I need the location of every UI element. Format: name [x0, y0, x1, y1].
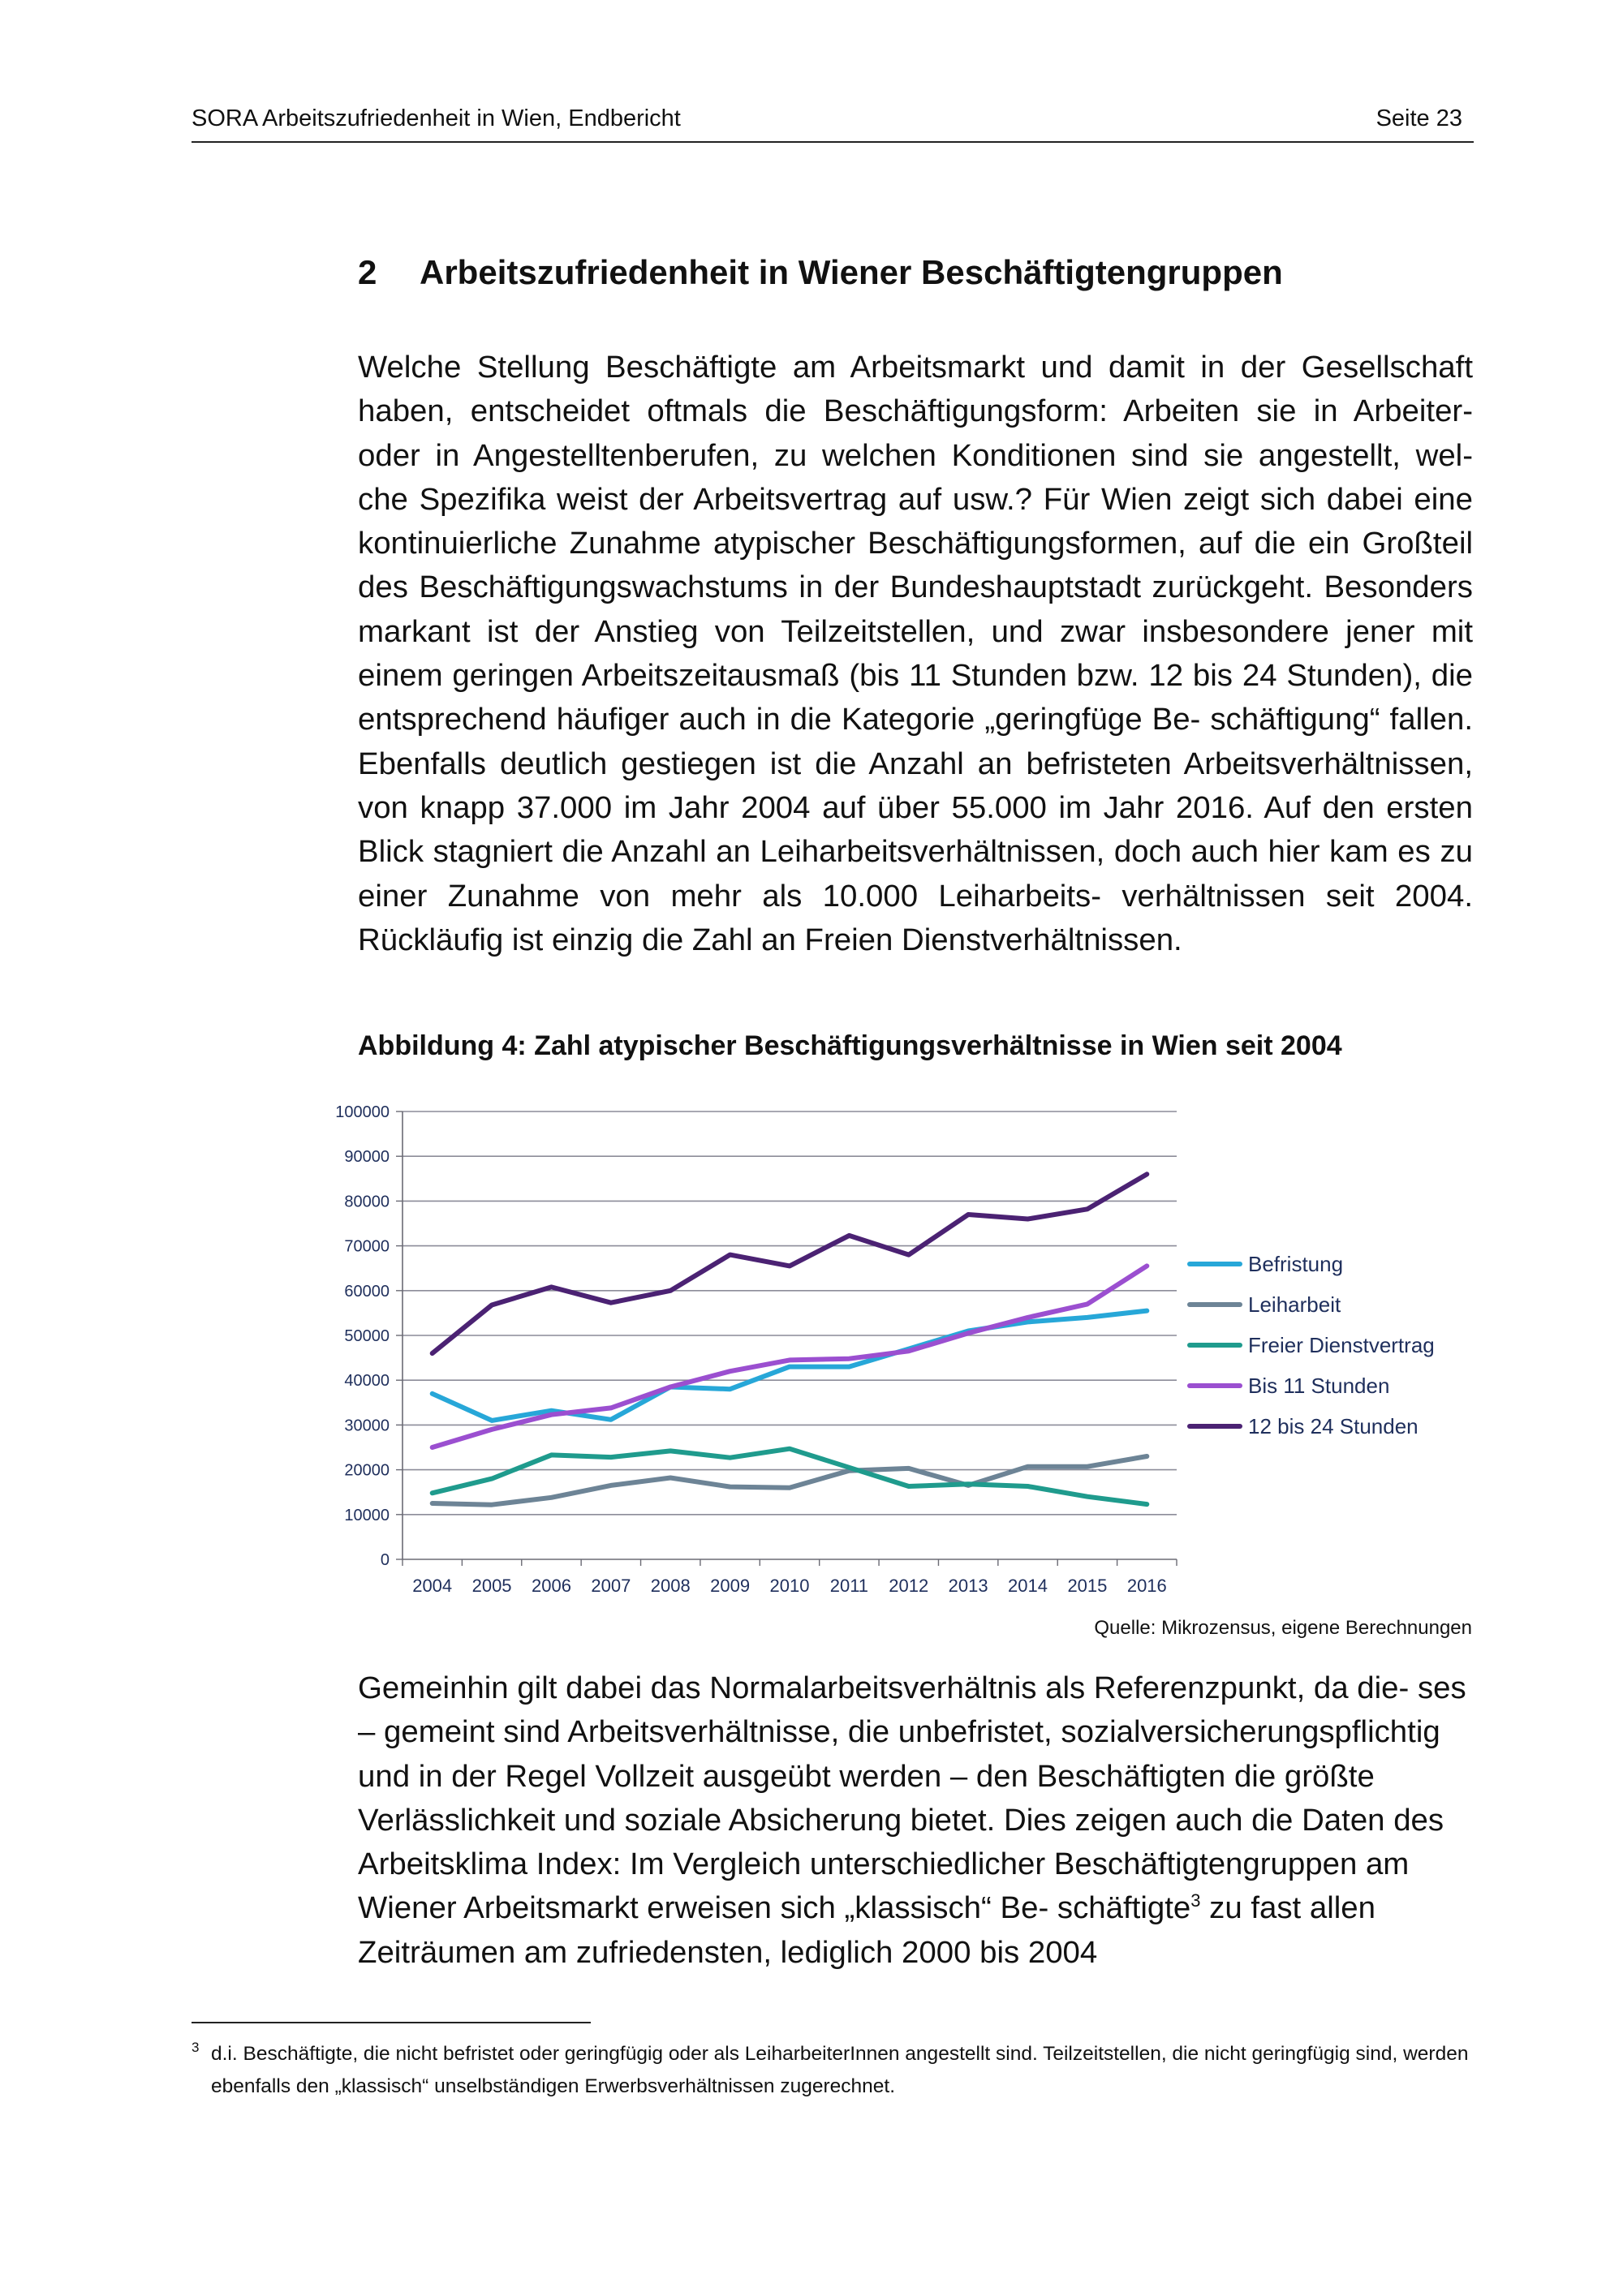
figure-source: Quelle: Mikrozensus, eigene Berechnungen	[1094, 1617, 1472, 1639]
y-tick-label: 50000	[344, 1327, 390, 1345]
y-tick-label: 80000	[344, 1193, 390, 1211]
x-tick-label: 2013	[948, 1576, 988, 1596]
x-tick-label: 2014	[1008, 1576, 1048, 1596]
report-title: SORA Arbeitszufriedenheit in Wien, Endbericht	[192, 105, 681, 131]
y-tick-label: 60000	[344, 1282, 390, 1301]
x-tick-label: 2015	[1067, 1576, 1108, 1596]
section-heading	[358, 253, 1283, 292]
x-tick-label: 2016	[1126, 1576, 1167, 1596]
y-tick-label: 100000	[335, 1103, 390, 1121]
footnote-divider	[192, 2022, 591, 2023]
y-tick-label: 70000	[344, 1237, 390, 1256]
y-tick-label: 90000	[344, 1148, 390, 1167]
series-line	[433, 1449, 1147, 1504]
footnote-text: d.i. Beschäftigte, die nicht befristet oder geringfügig oder als LeiharbeiterInnen angestellt sind. Teilzeitstellen, die nicht geringfügig sind, werden ebenfalls den „klassisch“ unselbständigen Erwerbsverhältnissen zugerechnet.	[211, 2043, 1469, 2097]
section-title: Arbeitszufriedenheit in Wiener Beschäftigtengruppen	[420, 253, 1283, 291]
series-line	[433, 1311, 1147, 1421]
legend-label: Freier Dienstvertrag	[1248, 1333, 1435, 1357]
y-tick-label: 40000	[344, 1372, 390, 1391]
x-tick-label: 2011	[829, 1576, 869, 1596]
x-tick-label: 2010	[769, 1576, 810, 1596]
y-tick-label: 10000	[344, 1506, 390, 1524]
x-tick-label: 2009	[710, 1576, 751, 1596]
legend-label: Bis 11 Stunden	[1248, 1374, 1390, 1398]
x-tick-label: 2006	[531, 1576, 571, 1596]
x-tick-label: 2007	[591, 1576, 631, 1596]
footnote	[192, 2038, 1474, 2103]
body-paragraph-1: Welche Stellung Beschäftigte am Arbeitsmarkt und damit in der Gesellschaft haben, entscheidet oftmals die Beschäftigungsform: Arbeiten sie in Arbeiter- oder in Angestelltenberufen, zu welchen Konditionen sind sie angestellt, wel- che Spezifika weist der Arbeitsvertrag auf usw.? Für Wien zeigt sich dabei eine kontinuierliche Zunahme atypischer Beschäftigungsformen, auf die ein Großteil des Beschäftigungswachstums in der Bundeshauptstadt zurückgeht. Besonders markant ist der Anstieg von Teilzeitstellen, und zwar insbesondere jener mit einem geringen Arbeitszeitausmaß (bis 11 Stunden bzw. 12 bis 24 Stunden), die entsprechend häufiger auch in die Kategorie „geringfüge Be- schäftigung“ fallen. Ebenfalls deutlich gestiegen ist die Anzahl an befristeten Arbeitsverhältnissen, von knapp 37.000 im Jahr 2004 auf über 55.000 im Jahr 2016. Auf den ersten Blick stagniert die Anzahl an Leiharbeitsverhältnissen, doch auch hier kam es zu einer Zunahme von mehr als 10.000 Leiharbeits- verhältnissen seit 2004. Rückläufig ist einzig die Zahl an Freien Dienstverhältnissen.	[358, 350, 1473, 957]
paragraph-2-text-end: zu fast allen Zeiträumen am zufriedensten, lediglich 2000 bis 2004	[358, 1890, 1376, 1970]
x-tick-label: 2012	[889, 1576, 929, 1596]
series-line	[433, 1456, 1147, 1505]
x-tick-label: 2008	[650, 1576, 691, 1596]
line-chart	[308, 1087, 1477, 1606]
figure-caption: Abbildung 4: Zahl atypischer Beschäftigungsverhältnisse in Wien seit 2004	[358, 1030, 1342, 1061]
y-tick-label: 30000	[344, 1417, 390, 1435]
legend-label: 12 bis 24 Stunden	[1248, 1414, 1419, 1438]
x-tick-label: 2005	[471, 1576, 512, 1596]
legend-label: Leiharbeit	[1248, 1292, 1341, 1317]
page-number: Seite 23	[1375, 105, 1462, 131]
y-tick-label: 0	[380, 1551, 390, 1569]
footnote-mark: 3	[192, 2040, 200, 2055]
y-tick-label: 20000	[344, 1461, 390, 1480]
footnote-reference[interactable]: 3	[1190, 1890, 1201, 1911]
section-number: 2	[358, 253, 377, 291]
x-tick-label: 2004	[412, 1576, 453, 1596]
body-paragraph-2	[358, 1666, 1473, 1975]
page-header	[192, 104, 1474, 143]
legend-label: Befristung	[1248, 1252, 1344, 1276]
paragraph-2-text: Gemeinhin gilt dabei das Normalarbeitsverhältnis als Referenzpunkt, da die- ses – gemeint sind Arbeitsverhältnisse, die unbefristet, sozialversicherungspflichtig und in der Regel Vollzeit ausgeübt werden – den Beschäftigten die größte Verlässlichkeit und soziale Absicherung bietet. Dies zeigen auch die Daten des Arbeitsklima Index: Im Vergleich unterschiedlicher Beschäftigtengruppen am Wiener Arbeitsmarkt erweisen sich „klassisch“ Be- schäftigte	[358, 1670, 1466, 1926]
